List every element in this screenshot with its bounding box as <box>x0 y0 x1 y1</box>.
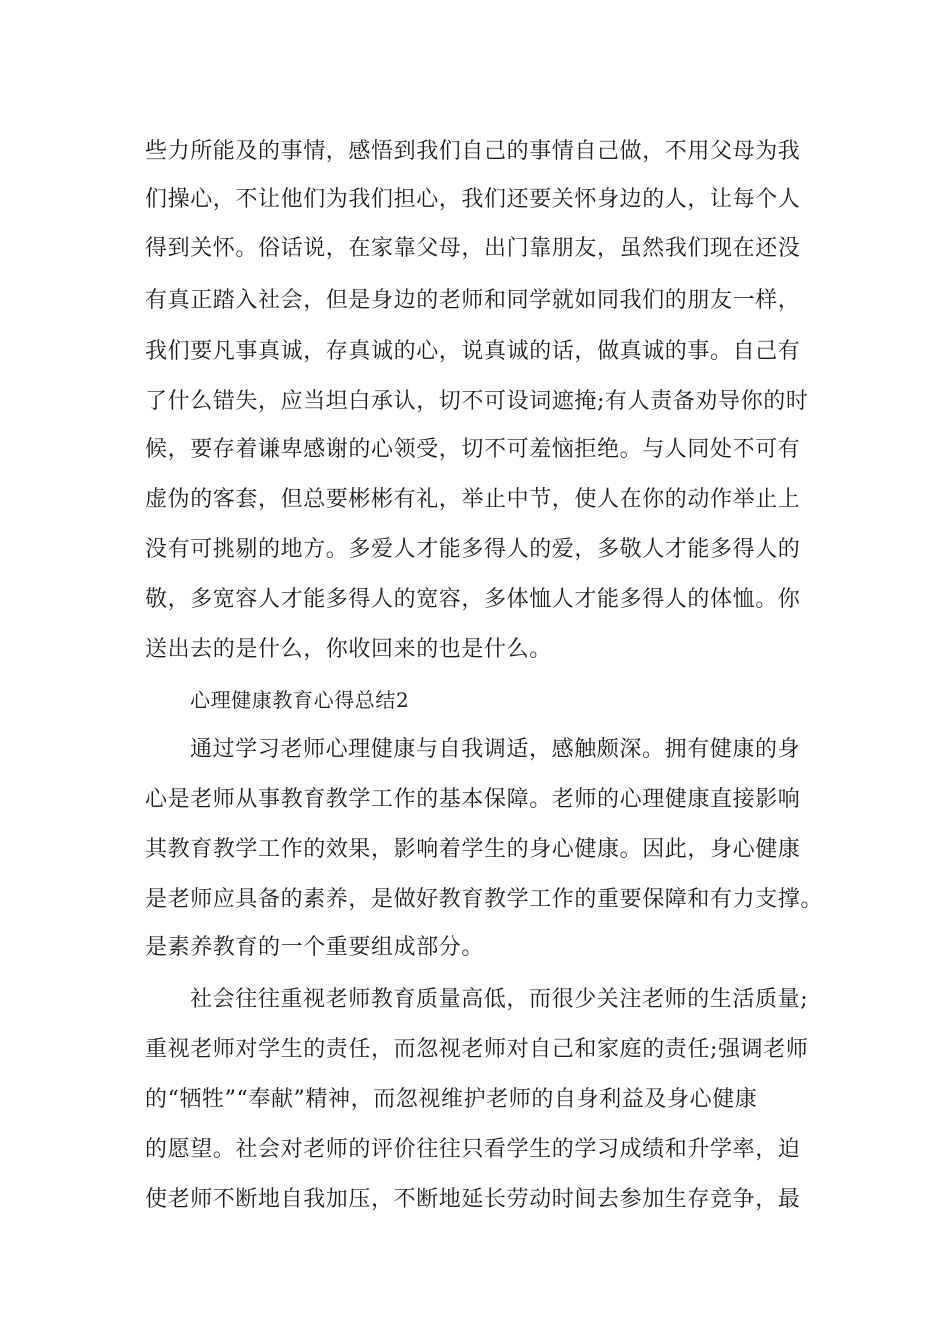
paragraph-line: 的愿望。社会对老师的评价往往只看学生的学习成绩和升学率，迫 <box>145 1137 801 1162</box>
paragraph-line: 使老师不断地自我加压，不断地延长劳动时间去参加生存竞争，最 <box>145 1187 801 1212</box>
section-heading: 心理健康教育心得总结2 <box>190 688 410 712</box>
paragraph-line: 候，要存着谦卑感谢的心领受，切不可羞恼拒绝。与人同处不可有 <box>145 437 801 462</box>
paragraph-line: 虚伪的客套，但总要彬彬有礼，举止中节，使人在你的动作举止上 <box>145 487 801 512</box>
paragraph-line: 有真正踏入社会，但是身边的老师和同学就如同我们的朋友一样， <box>145 288 801 313</box>
paragraph-line: 们操心，不让他们为我们担心，我们还要关怀身边的人，让每个人 <box>145 187 801 212</box>
paragraph-line: 是老师应具备的素养，是做好教育教学工作的重要保障和有力支撑。 <box>145 887 824 912</box>
paragraph-line: 敬，多宽容人才能多得人的宽容，多体恤人才能多得人的体恤。你 <box>145 587 801 612</box>
paragraph-line: 其教育教学工作的效果，影响着学生的身心健康。因此，身心健康 <box>145 837 801 862</box>
paragraph-line: 的“牺牲”“奉献”精神，而忽视维护老师的自身利益及身心健康 <box>145 1087 758 1112</box>
paragraph-line: 我们要凡事真诚，存真诚的心，说真诚的话，做真诚的事。自己有 <box>145 339 801 364</box>
paragraph-line: 是素养教育的一个重要组成部分。 <box>145 935 485 960</box>
paragraph-line: 通过学习老师心理健康与自我调适，感触颇深。拥有健康的身 <box>190 737 801 762</box>
paragraph-line: 得到关怀。俗话说，在家靠父母，出门靠朋友，虽然我们现在还没 <box>145 236 801 261</box>
paragraph-line: 了什么错失，应当坦白承认，切不可设词遮掩;有人责备劝导你的时 <box>145 389 809 414</box>
paragraph-line: 没有可挑剔的地方。多爱人才能多得人的爱，多敬人才能多得人的 <box>145 537 801 562</box>
paragraph-line: 社会往往重视老师教育质量高低，而很少关注老师的生活质量; <box>190 987 809 1012</box>
paragraph-line: 心是老师从事教育教学工作的基本保障。老师的心理健康直接影响 <box>145 787 801 812</box>
paragraph-line: 些力所能及的事情，感悟到我们自己的事情自己做，不用父母为我 <box>145 139 801 164</box>
paragraph-line: 送出去的是什么，你收回来的也是什么。 <box>145 637 552 662</box>
paragraph-line: 重视老师对学生的责任，而忽视老师对自己和家庭的责任;强调老师 <box>145 1037 809 1062</box>
